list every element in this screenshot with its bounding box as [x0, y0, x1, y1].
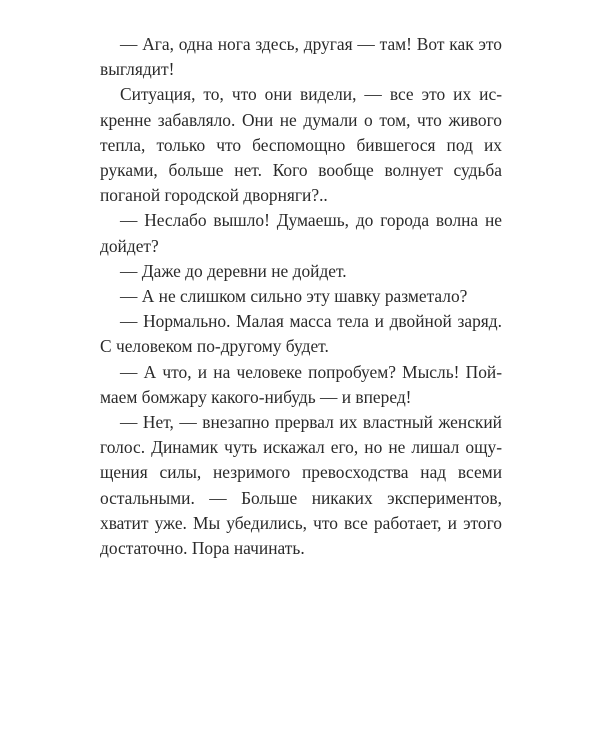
text-line: — А что, и на человеке попробуем? Мысль! Пой-: [120, 361, 502, 382]
text-line: кренне забавляло. Они не думали о том, что живого: [100, 109, 502, 130]
text-line: маем бомжару какого-нибудь — и вперед!: [100, 386, 412, 407]
text-line: достаточно. Пора начинать.: [100, 538, 305, 559]
text-line: щения силы, незримого превосходства над всеми: [100, 462, 502, 483]
text-line: Ситуация, то, что они видели, — все это их ис-: [120, 84, 502, 105]
text-line: руками, больше нет. Кого вообще волнует судьба: [100, 160, 502, 181]
text-line: — Даже до деревни не дойдет.: [120, 260, 347, 281]
paragraph: [100, 32, 502, 82]
text-line: — Неслабо вышло! Думаешь, до города волна не: [120, 210, 502, 231]
paragraph: [100, 360, 502, 410]
text-line: остальными. — Больше никаких экспериментов,: [100, 487, 502, 508]
text-line: С человеком по-другому будет.: [100, 336, 329, 357]
page-text: [100, 32, 502, 561]
paragraph: [100, 208, 502, 258]
paragraph: [100, 410, 502, 561]
paragraph: [100, 259, 502, 284]
text-line: поганой городской дворняги?..: [100, 185, 328, 206]
text-line: тепла, только что беспомощно бившегося под их: [100, 134, 502, 155]
text-line: — Нет, — внезапно прервал их властный женский: [120, 412, 502, 433]
text-line: выглядит!: [100, 59, 175, 80]
paragraph: [100, 284, 502, 309]
text-line: голос. Динамик чуть искажал его, но не лишал ощу-: [100, 437, 502, 458]
paragraph: [100, 309, 502, 359]
text-line: — Ага, одна нога здесь, другая — там! Вот как это: [120, 34, 502, 54]
text-line: — Нормально. Малая масса тела и двойной заряд.: [120, 311, 502, 332]
text-line: — А не слишком сильно эту шавку разметало?: [120, 286, 468, 307]
text-line: дойдет?: [100, 235, 159, 256]
text-line: хватит уже. Мы убедились, что все работает, и этого: [100, 512, 502, 533]
paragraph: [100, 82, 502, 208]
